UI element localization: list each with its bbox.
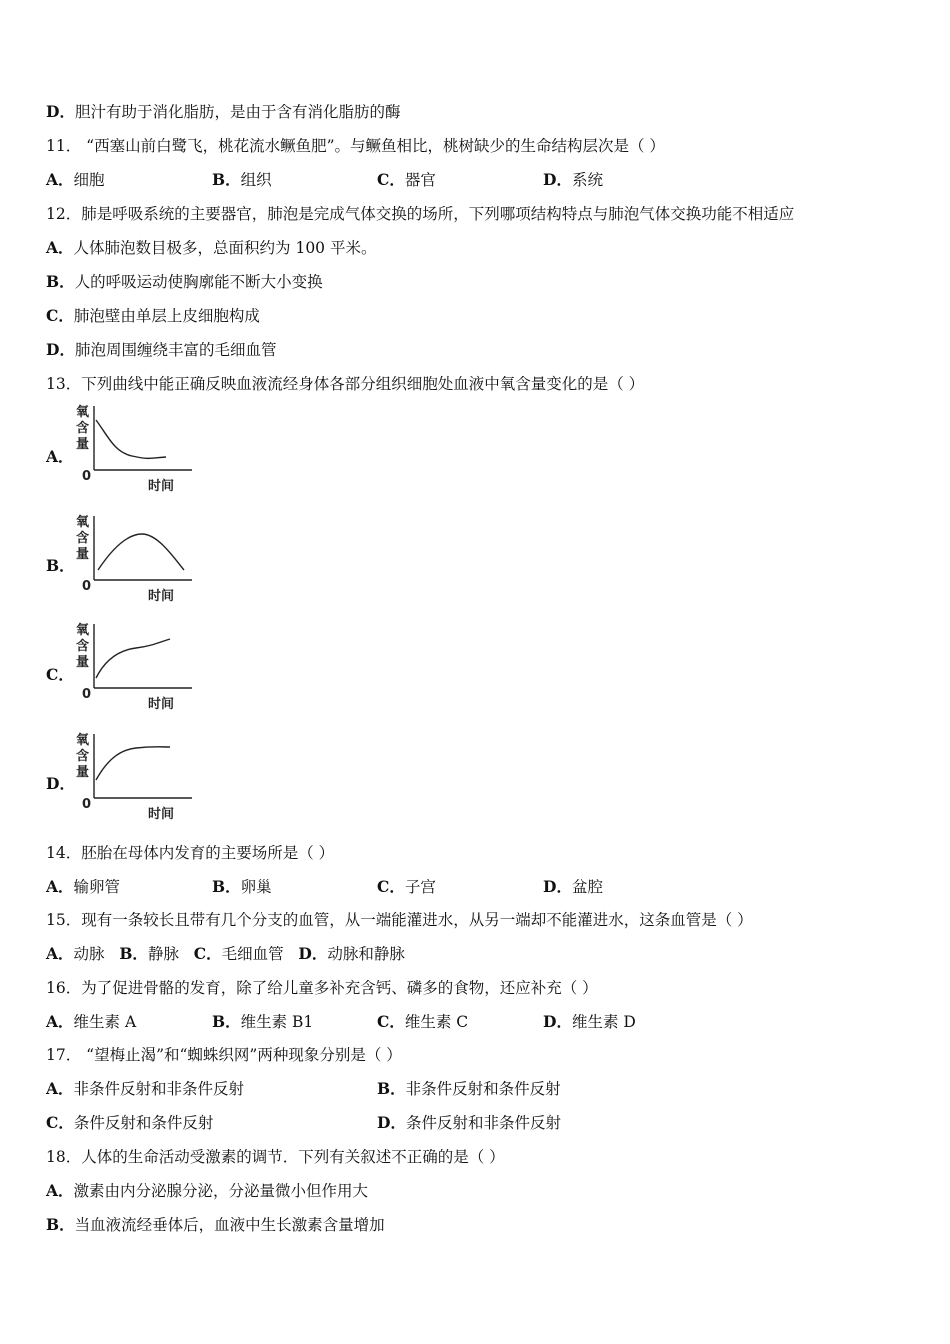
option-text: 子宫 <box>404 878 436 896</box>
option-label: B． <box>119 944 148 963</box>
q17-stem: 17． “望梅止渴”和“蜘蛛织网”两种现象分别是（ ） <box>46 1046 402 1064</box>
q13-graph-c <box>70 620 200 716</box>
q11-option-d <box>543 170 603 190</box>
q16-option-d <box>543 1012 636 1032</box>
x-label: 时间 <box>148 807 175 822</box>
q18-option-a <box>46 1181 368 1201</box>
graph-c-svg <box>70 620 200 716</box>
curve-rise-then-fall <box>98 534 184 570</box>
option-text: 激素由内分泌腺分泌，分泌量微小但作用大 <box>73 1182 369 1200</box>
y-label-char-3: 量 <box>76 765 90 780</box>
q15-options <box>46 944 405 964</box>
option-text: 静脉 <box>147 945 179 963</box>
q13-stem: 13．下列曲线中能正确反映血液流经身体各部分组织细胞处血液中氧含量变化的是（ ） <box>46 375 645 393</box>
q11-option-b <box>212 170 272 190</box>
q14-option-d <box>543 877 603 897</box>
q11-option-c <box>377 170 436 190</box>
option-text: 细胞 <box>73 171 105 189</box>
option-label: C． <box>377 877 405 896</box>
option-text: 维生素 D <box>571 1013 636 1031</box>
q12-option-b <box>46 272 323 292</box>
y-label-char-1: 氧 <box>76 623 90 638</box>
option-label: C． <box>46 306 74 325</box>
graph-b-svg <box>70 512 200 608</box>
q13-option-b-label: B． <box>46 556 75 575</box>
option-label: A． <box>46 1012 74 1031</box>
option-text: 输卵管 <box>73 878 121 896</box>
origin-label: 0 <box>82 469 92 484</box>
q15-stem: 15．现有一条较长且带有几个分支的血管，从一端能灌进水，从另一端却不能灌进水，这条血管是（ ） <box>46 911 753 929</box>
option-label: C． <box>46 1113 74 1132</box>
option-text: 维生素 A <box>73 1013 137 1031</box>
option-label: D． <box>543 877 572 896</box>
option-text: 非条件反射和非条件反射 <box>73 1080 245 1098</box>
option-label: A． <box>46 238 74 257</box>
y-label-char-3: 量 <box>76 547 90 562</box>
option-label: C． <box>377 170 405 189</box>
option-label: D． <box>543 1012 572 1031</box>
curve-increasing-plateau <box>96 747 170 780</box>
q10-option-d <box>46 102 400 122</box>
option-text: 维生素 C <box>404 1013 469 1031</box>
q16-option-c <box>377 1012 468 1032</box>
option-label: D． <box>46 340 75 359</box>
y-label-char-1: 氧 <box>76 733 90 748</box>
option-label: A． <box>46 877 74 896</box>
option-text: 动脉和静脉 <box>327 945 405 963</box>
graph-a-svg <box>70 402 200 498</box>
option-text: 盆腔 <box>571 878 603 896</box>
q16-stem: 16．为了促进骨骼的发育，除了给儿童多补充含钙、磷多的食物，还应补充（ ） <box>46 979 598 997</box>
q11-option-a <box>46 170 105 190</box>
option-text: 维生素 B1 <box>240 1013 314 1031</box>
y-label-char-1: 氧 <box>76 515 90 530</box>
origin-label: 0 <box>82 797 92 812</box>
q18-option-b <box>46 1215 385 1235</box>
x-label: 时间 <box>148 589 175 604</box>
option-text: 肺泡周围缠绕丰富的毛细血管 <box>74 341 277 359</box>
option-label: B． <box>377 1079 406 1098</box>
q14-stem: 14．胚胎在母体内发育的主要场所是（ ） <box>46 844 335 862</box>
option-label: B． <box>46 272 75 291</box>
y-label-char-2: 含 <box>76 749 90 764</box>
q14-option-b <box>212 877 272 897</box>
option-label: A． <box>46 944 74 963</box>
option-text: 毛细血管 <box>221 945 284 963</box>
option-text: 肺泡壁由单层上皮细胞构成 <box>73 307 260 325</box>
q17-option-a <box>46 1079 244 1099</box>
y-label-char-2: 含 <box>76 421 90 436</box>
option-label: B． <box>212 1012 241 1031</box>
option-label: B． <box>212 170 241 189</box>
option-label: A． <box>46 1181 74 1200</box>
q12-stem: 12．肺是呼吸系统的主要器官，肺泡是完成气体交换的场所，下列哪项结构特点与肺泡气体交换功能不相适应 <box>46 205 795 223</box>
curve-decreasing <box>96 420 166 458</box>
q13-graph-b <box>70 512 200 608</box>
q17-option-d <box>377 1113 561 1133</box>
q13-graph-a <box>70 402 200 498</box>
option-label: D． <box>298 944 328 963</box>
q13-graph-d <box>70 730 200 826</box>
option-label: D． <box>543 170 572 189</box>
option-text: 组织 <box>240 171 272 189</box>
option-label: D． <box>46 102 75 121</box>
option-label: B． <box>46 1215 75 1234</box>
option-label: A． <box>46 1079 74 1098</box>
y-label-char-2: 含 <box>76 531 90 546</box>
option-text: 条件反射和条件反射 <box>73 1114 214 1132</box>
q16-option-a <box>46 1012 136 1032</box>
option-text: 非条件反射和条件反射 <box>405 1080 561 1098</box>
q18-stem: 18．人体的生命活动受激素的调节．下列有关叙述不正确的是（ ） <box>46 1148 505 1166</box>
y-label-char-3: 量 <box>76 437 90 452</box>
option-label: B． <box>212 877 241 896</box>
y-label-char-3: 量 <box>76 655 90 670</box>
option-label: D． <box>377 1113 406 1132</box>
q16-option-b <box>212 1012 313 1032</box>
q14-option-a <box>46 877 120 897</box>
graph-d-svg <box>70 730 200 826</box>
option-text: 动脉 <box>73 945 105 963</box>
option-text: 条件反射和非条件反射 <box>405 1114 561 1132</box>
option-label: A． <box>46 170 74 189</box>
option-label: C． <box>193 944 222 963</box>
origin-label: 0 <box>82 687 92 702</box>
q17-option-c <box>46 1113 213 1133</box>
option-text: 卵巢 <box>240 878 272 896</box>
x-label: 时间 <box>148 479 175 494</box>
option-text: 胆汁有助于消化脂肪，是由于含有消化脂肪的酶 <box>74 103 401 121</box>
option-text: 人体肺泡数目极多，总面积约为 100 平米。 <box>73 239 377 257</box>
q12-option-c <box>46 306 260 326</box>
option-text: 当血液流经垂体后，血液中生长激素含量增加 <box>74 1216 385 1234</box>
option-text: 器官 <box>404 171 436 189</box>
option-text: 人的呼吸运动使胸廓能不断大小变换 <box>74 273 323 291</box>
q13-option-a-label: A． <box>46 447 74 466</box>
q14-option-c <box>377 877 436 897</box>
y-label-char-1: 氧 <box>76 405 90 420</box>
x-label: 时间 <box>148 697 175 712</box>
q17-option-b <box>377 1079 561 1099</box>
option-text: 系统 <box>571 171 603 189</box>
q12-option-a <box>46 238 376 258</box>
origin-label: 0 <box>82 579 92 594</box>
q12-option-d <box>46 340 276 360</box>
q11-stem: 11． “西塞山前白鹭飞，桃花流水鳜鱼肥”。与鳜鱼相比，桃树缺少的生命结构层次是（ ） <box>46 137 665 155</box>
option-label: C． <box>377 1012 405 1031</box>
q13-option-c-label: C． <box>46 665 74 684</box>
curve-increasing <box>96 639 170 678</box>
y-label-char-2: 含 <box>76 639 90 654</box>
q13-option-d-label: D． <box>46 774 75 793</box>
